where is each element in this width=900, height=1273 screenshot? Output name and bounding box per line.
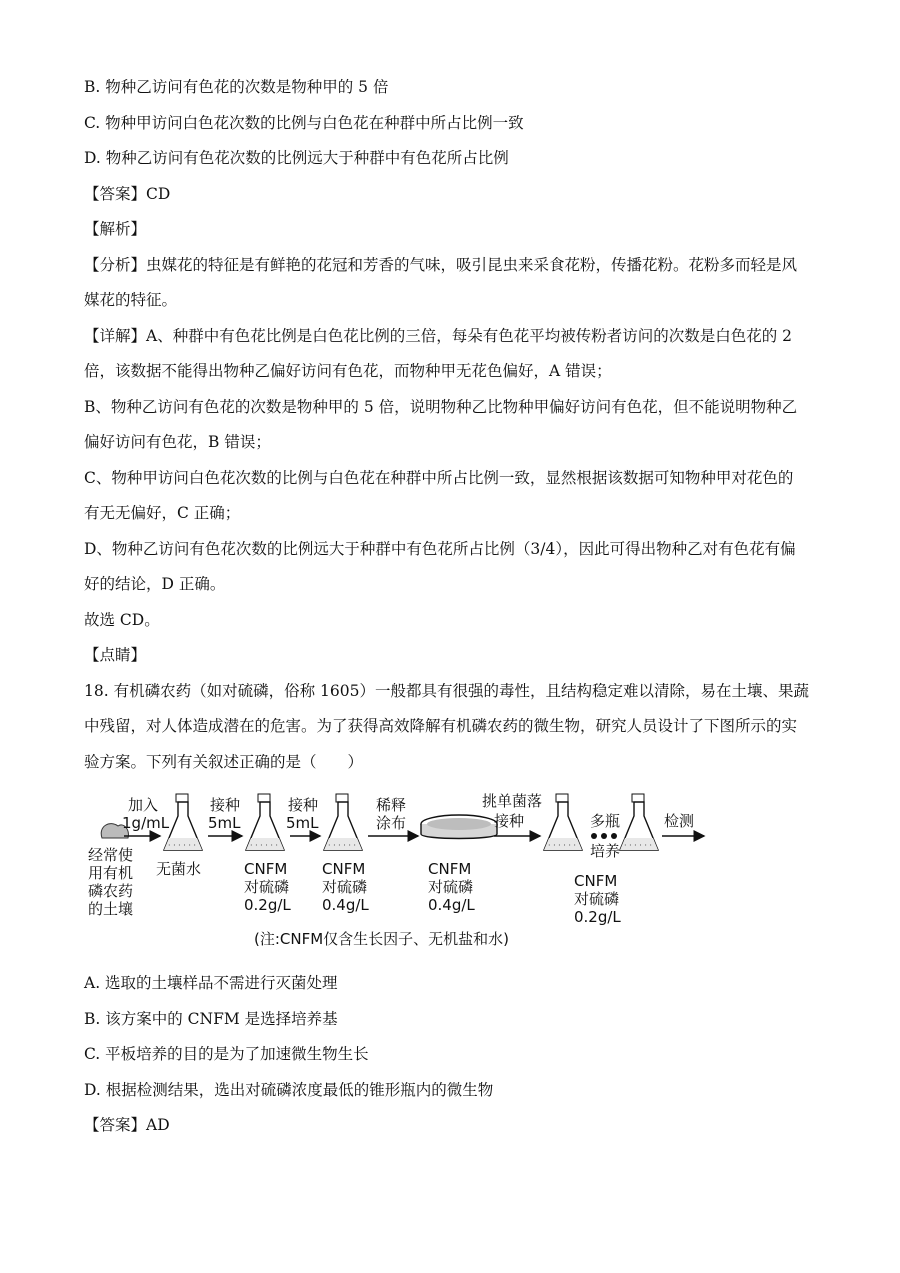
- flask-2-label: 对硫磷: [244, 878, 290, 896]
- detail-line: 【详解】A、种群中有色花比例是白色花比例的三倍，每朵有色花平均被传粉者访问的次数是白色花的 2: [84, 327, 792, 345]
- option-b: B. 物种乙访问有色花的次数是物种甲的 5 倍: [84, 78, 389, 96]
- dot: [601, 833, 607, 839]
- answer-line: 【答案】CD: [84, 185, 171, 203]
- dot: [591, 833, 597, 839]
- option-b: B. 该方案中的 CNFM 是选择培养基: [84, 1010, 338, 1028]
- svg-text:· · · · · ·: · · · · · ·: [328, 841, 356, 850]
- flask-3: [324, 794, 362, 850]
- analysis-line: 【分析】虫媒花的特征是有鲜艳的花冠和芳香的气味，吸引昆虫来采食花粉，传播花粉。花粉多而轻是风: [84, 256, 798, 274]
- arrow-5-label: 接种: [494, 812, 525, 830]
- flask-5-label: 0.2g/L: [574, 908, 621, 926]
- option-d: D. 物种乙访问有色花次数的比例远大于种群中有色花所占比例: [84, 149, 509, 167]
- plate-label: 0.4g/L: [428, 896, 475, 914]
- option-d: D. 根据检测结果，选出对硫磷浓度最低的锥形瓶内的微生物: [84, 1081, 494, 1099]
- question-18-line: 18. 有机磷农药（如对硫磷，俗称 1605）一般都具有很强的毒性，且结构稳定难以清除，易在土壤、果蔬: [84, 682, 809, 700]
- svg-text:· · · · · ·: · · · · · ·: [168, 841, 196, 850]
- flask-5-label: CNFM: [574, 872, 618, 890]
- detail-line: 偏好访问有色花，B 错误；: [84, 433, 271, 451]
- arrow-3-label: 5mL: [286, 814, 319, 832]
- arrow-6-label: 检测: [664, 812, 695, 830]
- detail-line: C、物种甲访问白色花次数的比例与白色花在种群中所占比例一致，显然根据该数据可知物种甲对花色的: [84, 469, 794, 487]
- flask-5-label: 对硫磷: [574, 890, 620, 908]
- arrow-5-label: 挑单菌落: [482, 792, 543, 810]
- flask-5: [620, 794, 658, 850]
- flask-2: [246, 794, 284, 850]
- flask-3-label: CNFM: [322, 860, 366, 878]
- soil-label: 的土壤: [88, 900, 134, 918]
- flask-3-label: 0.4g/L: [322, 896, 369, 914]
- option-c: C. 物种甲访问白色花次数的比例与白色花在种群中所占比例一致: [84, 114, 524, 132]
- tips-header: 【点睛】: [84, 646, 147, 664]
- plate-label: 对硫磷: [428, 878, 474, 896]
- flask-2-label: 0.2g/L: [244, 896, 291, 914]
- flask-2-label: CNFM: [244, 860, 288, 878]
- experiment-diagram: [84, 786, 784, 956]
- detail-line: B、物种乙访问有色花的次数是物种甲的 5 倍，说明物种乙比物种甲偏好访问有色花，但不能说明物种乙: [84, 398, 798, 416]
- question-18-line: 中残留，对人体造成潜在的危害。为了获得高效降解有机磷农药的微生物，研究人员设计了下图所示的实: [84, 717, 798, 735]
- petri-dish: [421, 815, 497, 839]
- soil-label: 用有机: [88, 864, 134, 882]
- flask-1: [164, 794, 202, 850]
- flask-4: [544, 794, 582, 850]
- question-18-line: 验方案。下列有关叙述正确的是（ ）: [84, 753, 364, 771]
- soil-label: 磷农药: [88, 882, 134, 900]
- soil-label: 经常使: [88, 846, 134, 864]
- answer-line: 【答案】AD: [84, 1116, 170, 1134]
- arrow-3-label: 接种: [288, 796, 319, 814]
- analysis-line: 媒花的特征。: [84, 291, 178, 309]
- option-c: C. 平板培养的目的是为了加速微生物生长: [84, 1045, 369, 1063]
- detail-line: 好的结论，D 正确。: [84, 575, 226, 593]
- arrow-1-label: 1g/mL: [122, 814, 170, 832]
- arrow-1-label: 加入: [128, 796, 159, 814]
- svg-text:· · · · · ·: · · · · · ·: [250, 841, 278, 850]
- multi-bottle-label: 培养: [590, 842, 621, 860]
- arrow-2-label: 接种: [210, 796, 241, 814]
- flask-1-label: 无菌水: [156, 860, 202, 878]
- dot: [611, 833, 617, 839]
- svg-text:· · · · · ·: · · · · · ·: [624, 841, 652, 850]
- multi-bottle-label: 多瓶: [590, 812, 621, 830]
- option-a: A. 选取的土壤样品不需进行灭菌处理: [84, 974, 338, 992]
- arrow-4-label: 涂布: [376, 814, 407, 832]
- analysis-header: 【解析】: [84, 220, 147, 238]
- detail-line: D、物种乙访问有色花次数的比例远大于种群中有色花所占比例（3/4），因此可得出物种乙对有色花有偏: [84, 540, 796, 558]
- conclusion-line: 故选 CD。: [84, 611, 160, 629]
- plate-label: CNFM: [428, 860, 472, 878]
- svg-text:· · · · · ·: · · · · · ·: [548, 841, 576, 850]
- detail-line: 倍，该数据不能得出物种乙偏好访问有色花，而物种甲无花色偏好，A 错误；: [84, 362, 612, 380]
- flask-3-label: 对硫磷: [322, 878, 368, 896]
- arrow-4-label: 稀释: [376, 796, 407, 814]
- figure-note: (注:CNFM仅含生长因子、无机盐和水): [254, 930, 510, 948]
- arrow-2-label: 5mL: [208, 814, 241, 832]
- detail-line: 有无无偏好，C 正确；: [84, 504, 241, 522]
